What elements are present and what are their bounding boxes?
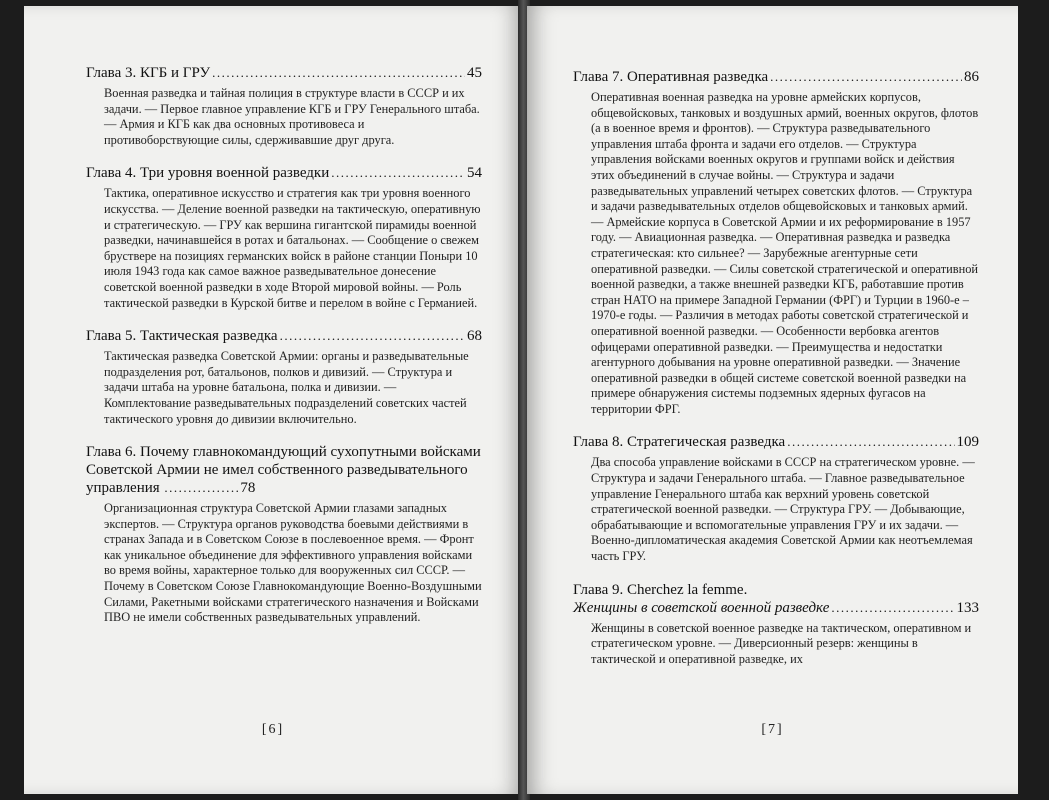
page-number: 68: [467, 328, 482, 345]
chapter-heading: [573, 581, 979, 599]
page-number: 78: [240, 480, 256, 497]
chapter-label: Глава 4.: [86, 165, 137, 182]
chapter-summary: Женщины в советской военное разведке на тактическом, оперативном и стратегическом уровне. — Диверсионный резерв: женщины в тактической и оперативной разведке, их: [591, 620, 972, 666]
chapter-label: Глава 9.: [573, 581, 624, 598]
chapter-title: Cherchez la femme.: [626, 581, 748, 598]
page-folio: [7]: [761, 722, 784, 737]
dot-leader: [831, 599, 954, 617]
chapter-summary: Военная разведка и тайная полиция в структуре власти в СССР и их задачи. — Первое главное управление КГБ и ГРУ Генерального штаба. — Армия и КГБ как два основных противовеса и противоборствующие силы, сдерживавшие друг друга.: [104, 86, 480, 147]
chapter-heading: [86, 64, 482, 82]
chapter-title: Тактическая разведка: [139, 328, 278, 345]
page-number: 86: [964, 69, 979, 85]
page-number: 109: [956, 434, 979, 451]
chapter-subtitle: Женщины в советской военной разведке: [573, 599, 830, 616]
chapter-summary: Два способа управление войсками в СССР на стратегическом уровне. — Структура и задачи Генерального штаба. — Главное разведывательное управление Генерального штаба как верхний уровень советской стратегической военной разведки. — Структура ГРУ. — Добывающие, обрабатывающие и вспомогательные управления ГРУ и их задачи. — Военно-дипломатическая академия Советской Армии как неотъемлемая часть ГРУ.: [591, 455, 975, 564]
chapter-label: Глава 3.: [86, 65, 137, 81]
chapter-title: Стратегическая разведка: [626, 434, 786, 451]
toc-entry-chapter-7: [573, 68, 979, 417]
chapter-summary: Тактическая разведка Советской Армии: органы и разведывательные подразделения рот, батальонов, полков и дивизий. — Структура и задачи штаба на уровне батальона, полка и дивизии. — Комплектование разведывательных подразделений советских частей тактического уровня до дивизии включительно.: [104, 349, 469, 426]
toc-entry-chapter-3: [86, 64, 482, 148]
dot-leader: [331, 164, 465, 182]
chapter-title: КГБ и ГРУ: [139, 65, 211, 81]
dot-leader: [770, 68, 962, 86]
chapter-title: Три уровня военной разведки: [139, 165, 330, 182]
dot-leader: [787, 433, 954, 451]
dot-leader: ................: [159, 480, 241, 496]
chapter-subheading: [573, 599, 979, 617]
dot-leader: [212, 64, 465, 82]
chapter-label: Глава 6.: [86, 444, 137, 461]
chapter-heading: [573, 68, 979, 86]
toc-entry-chapter-5: [86, 327, 482, 427]
chapter-summary: Оперативная военная разведка на уровне армейских корпусов, общевойсковых, танковых и воздушных армий, военных округов, флотов (а в военное время и фронтов). — Структура разведывательного управления штаба фронта и задачи его отделов. — Структура управления войсками военных округов и группами войск и действия этих объединений в случае войны. — Структура и задачи разведывательных управлений четырех советских флотов. — Структура и задачи разведывательных отделов общевойсковых и танковых армий. — Армейские корпуса в Советской Армии и их реформирование в 1957 году. — Авиационная разведка. — Оперативная разведка и разведка стратегическая: кто сильнее? — Зарубежные агентурные сети оперативной разведки. — Силы советской стратегической и оперативной военной разведки, а также внешней разведки КГБ, работавшие против стран НАТО на примере Западной Германии (ФРГ) и Турции в 1960-е – 1970-е годы. — Различия в методах работы советской стратегической и оперативной военной разведки. — Особенности вербовка агентов офицерами оперативной разведки. — Преимущества и недостатки агентурного добывания на уровне оперативной разведки. — Значение оперативной разведки в общей системе советской военной разведки на примере обнаружения системы подземных ядерных фугасов на территории ФРГ.: [591, 90, 979, 416]
toc-entry-chapter-6: [86, 443, 482, 626]
chapter-summary: Организационная структура Советской Армии глазами западных экспертов. — Структура органов руководства боевыми действиями в странах Запада и в Советском Союзе в послевоенное время. — Фронт как уникальное объединение для эффективного управления войсками во время войны, характерное только для вооруженных сил СССР. — Почему в Советском Союзе Главнокомандующие Военно-Воздушными Силами, Ракетными войсками стратегического назначения и Войсками ПВО не имели собственных разведывательных управлений.: [104, 501, 482, 625]
toc-left-column: [86, 64, 482, 642]
page-number: 54: [467, 165, 482, 182]
right-page: [527, 6, 1018, 794]
toc-entry-chapter-9: [573, 581, 979, 668]
toc-entry-chapter-4: [86, 164, 482, 311]
chapter-summary: Тактика, оперативное искусство и стратегия как три уровня военного искусства. — Деление военной разведки на тактическую, оперативную и стратегическую. — ГРУ как вершина гигантской пирамиды военной разведки, начинавшейся в ротах и батальонах. — Сообщение о свежем бруствере на позициях германских войск в районе станции Поныри 10 июля 1943 года как самое важное разведывательное донесение советской военной разведки в ходе Второй мировой войны. — Роль тактической разведки в Курской битве и перелом в войне с Германией.: [104, 186, 481, 310]
chapter-title: Почему главнокомандующий сухопутными войсками Советской Армии не имел собственного разведывательного управления: [86, 444, 481, 497]
chapter-label: Глава 5.: [86, 328, 137, 345]
page-number: 45: [467, 65, 482, 81]
dot-leader: [280, 327, 465, 345]
page-number: 133: [956, 599, 979, 616]
chapter-heading: [86, 443, 482, 497]
chapter-heading: [573, 433, 979, 451]
chapter-heading: [86, 327, 482, 345]
page-folio: [6]: [261, 722, 285, 737]
left-page: [24, 6, 522, 794]
chapter-title: Оперативная разведка: [626, 69, 769, 85]
chapter-label: Глава 7.: [573, 69, 624, 85]
toc-right-column: [573, 68, 979, 683]
chapter-label: Глава 8.: [573, 434, 624, 451]
toc-entry-chapter-8: [573, 433, 979, 564]
chapter-heading: [86, 164, 482, 182]
